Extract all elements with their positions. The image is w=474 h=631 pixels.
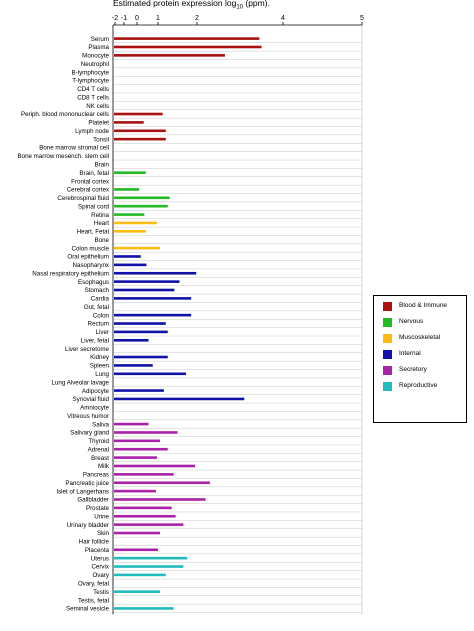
- category-label: NK cells: [86, 102, 109, 110]
- bar: [114, 431, 178, 434]
- category-label: Rectum: [87, 320, 109, 328]
- category-label: Ovary: [92, 572, 109, 580]
- bar: [114, 171, 146, 174]
- legend-label: Muscoskeletal: [399, 334, 441, 341]
- category-label: Tonsil: [93, 136, 109, 144]
- category-label: Brain: [94, 161, 109, 169]
- bar: [114, 197, 170, 200]
- bar: [114, 222, 157, 225]
- category-label: Bone: [94, 236, 109, 244]
- category-label: Cerebrospinal fluid: [57, 195, 109, 203]
- bar: [114, 113, 163, 116]
- category-label: T-lymphocyte: [72, 77, 109, 85]
- bar: [114, 247, 160, 250]
- x-tick-label: 5: [360, 15, 364, 22]
- bar: [114, 297, 191, 300]
- bar: [114, 138, 166, 141]
- category-labels: [18, 36, 110, 613]
- category-label: Ovary, fetal: [77, 580, 109, 588]
- category-label: CD4 T cells: [77, 86, 109, 94]
- bar: [114, 548, 158, 551]
- category-label: Colon muscle: [71, 245, 109, 253]
- category-label: Urine: [94, 513, 109, 521]
- category-label: Amniocyte: [80, 404, 109, 412]
- category-label: Thyroid: [88, 438, 109, 446]
- category-label: Spinal cord: [78, 203, 109, 211]
- category-label: Esophagus: [78, 278, 109, 286]
- bar: [114, 54, 225, 57]
- legend-label: Secretory: [399, 366, 427, 373]
- x-tick-label: 1: [156, 15, 160, 22]
- x-tick-label: 4: [281, 15, 285, 22]
- category-label: Kidney: [90, 354, 109, 362]
- bar: [114, 230, 146, 233]
- category-label: Liver secretome: [64, 345, 109, 353]
- category-label: Frontal cortex: [71, 178, 109, 186]
- bar: [114, 574, 166, 577]
- chart-legend: [373, 295, 467, 423]
- bar: [114, 557, 187, 560]
- category-label: Nasopharynx: [72, 262, 109, 270]
- legend-label: Blood & Immune: [399, 302, 448, 309]
- bar: [114, 121, 144, 124]
- legend-swatch: [383, 302, 392, 311]
- bar: [114, 213, 144, 216]
- bar: [114, 498, 206, 501]
- bar: [114, 448, 168, 451]
- bar: [114, 264, 146, 267]
- legend-item: [383, 365, 427, 375]
- bar: [114, 37, 259, 40]
- category-label: Vitreous humor: [67, 412, 109, 420]
- category-label: Lung Alveolar lavage: [51, 379, 109, 387]
- category-label: Heart, Fetal: [76, 228, 109, 236]
- bar: [114, 607, 174, 610]
- category-label: Serum: [90, 35, 109, 43]
- category-label: Prostate: [85, 505, 109, 513]
- category-label: Synovial fluid: [72, 396, 109, 404]
- bar: [114, 314, 191, 317]
- category-label: Hair follicle: [78, 538, 109, 546]
- x-tick-label: -1: [120, 15, 128, 22]
- bar: [114, 398, 244, 401]
- category-label: Liver: [95, 329, 109, 337]
- category-label: Bone marrow stromal cell: [39, 144, 109, 152]
- legend-item: [383, 317, 423, 327]
- category-label: Uterus: [90, 555, 109, 563]
- category-label: Cerebral cortex: [66, 186, 109, 194]
- category-label: Stomach: [84, 287, 109, 295]
- legend-item: [383, 381, 437, 391]
- category-label: Saliva: [92, 421, 109, 429]
- legend-label: Nervous: [399, 318, 424, 325]
- bar: [114, 280, 179, 283]
- legend-swatch: [383, 366, 392, 375]
- bar: [114, 364, 153, 367]
- category-label: Plasma: [88, 44, 109, 52]
- category-label: Salivary gland: [70, 429, 109, 437]
- legend-item: [383, 349, 421, 359]
- bar: [114, 289, 174, 292]
- category-label: Liver, fetal: [80, 337, 109, 345]
- x-tick-label: 2: [195, 15, 199, 22]
- bars: [114, 37, 262, 609]
- legend-swatch: [383, 382, 392, 391]
- bar: [114, 373, 186, 376]
- category-label: Adrenal: [87, 446, 109, 454]
- bar: [114, 473, 174, 476]
- category-label: Neutrophil: [80, 60, 109, 68]
- legend-swatch: [383, 334, 392, 343]
- category-label: Lymph node: [75, 127, 109, 135]
- category-label: Colon: [92, 312, 109, 320]
- category-label: Cardia: [90, 295, 109, 303]
- bar: [114, 465, 195, 468]
- bar: [114, 515, 176, 518]
- bar: [114, 255, 141, 258]
- category-label: Pancreas: [82, 471, 109, 479]
- category-label: Monocyte: [82, 52, 109, 60]
- bar: [114, 523, 183, 526]
- bar: [114, 356, 168, 359]
- bar: [114, 590, 160, 593]
- category-label: Placenta: [84, 546, 109, 554]
- bar: [114, 272, 196, 275]
- category-label: Cervix: [91, 563, 109, 571]
- category-label: Islet of Langerhans: [56, 488, 109, 496]
- category-label: Pancreatic juice: [65, 479, 109, 487]
- bar: [114, 565, 183, 568]
- bar: [114, 532, 160, 535]
- category-label: Urinary bladder: [66, 521, 109, 529]
- legend-swatch: [383, 318, 392, 327]
- category-label: Testis, fetal: [78, 597, 109, 605]
- bar: [114, 46, 262, 49]
- legend-item: [383, 301, 447, 311]
- bar: [114, 389, 164, 392]
- legend-item: [383, 333, 440, 343]
- bar: [114, 481, 210, 484]
- legend-label: Reproductive: [399, 382, 438, 389]
- category-label: B-lymphocyte: [71, 69, 109, 77]
- bar: [114, 339, 149, 342]
- x-tick-label: 0: [135, 15, 139, 22]
- bar: [114, 507, 172, 510]
- chart-title: Estimated protein expression $\log_{10} (ppm)$.: [113, 0, 270, 11]
- legend-label: Internal: [399, 350, 421, 357]
- category-label: Breast: [91, 454, 109, 462]
- category-label: Retina: [91, 211, 109, 219]
- category-label: Milk: [98, 463, 109, 471]
- category-label: Spleen: [89, 362, 109, 370]
- bar: [114, 490, 156, 493]
- category-label: Periph. blood mononuclear cells: [20, 111, 109, 119]
- category-label: Lung: [95, 371, 109, 378]
- category-label: Heart: [93, 220, 109, 228]
- category-label: Seminal vesicle: [66, 605, 109, 613]
- category-label: CD8 T cells: [77, 94, 109, 102]
- x-tick-label: -2: [111, 15, 119, 22]
- category-label: Testis: [93, 588, 109, 596]
- bar: [114, 205, 168, 208]
- bar: [114, 440, 160, 443]
- category-label: Gut, fetal: [83, 303, 109, 311]
- category-label: Gallbladder: [77, 496, 109, 504]
- category-label: Brain, fetal: [79, 169, 109, 177]
- category-label: Skin: [96, 530, 109, 538]
- bar: [114, 322, 166, 325]
- bar: [114, 188, 139, 191]
- category-label: Oral epithelium: [67, 253, 109, 261]
- category-label: Bone marrow mesench. stem cell: [17, 153, 109, 161]
- bar: [114, 331, 168, 334]
- category-label: Adipocyte: [81, 387, 109, 395]
- bar: [114, 423, 149, 426]
- bar: [114, 129, 166, 132]
- category-label: Platelet: [88, 119, 109, 127]
- legend-swatch: [383, 350, 392, 359]
- bar: [114, 456, 157, 459]
- category-label: Nasal respiratory epithelium: [32, 270, 109, 278]
